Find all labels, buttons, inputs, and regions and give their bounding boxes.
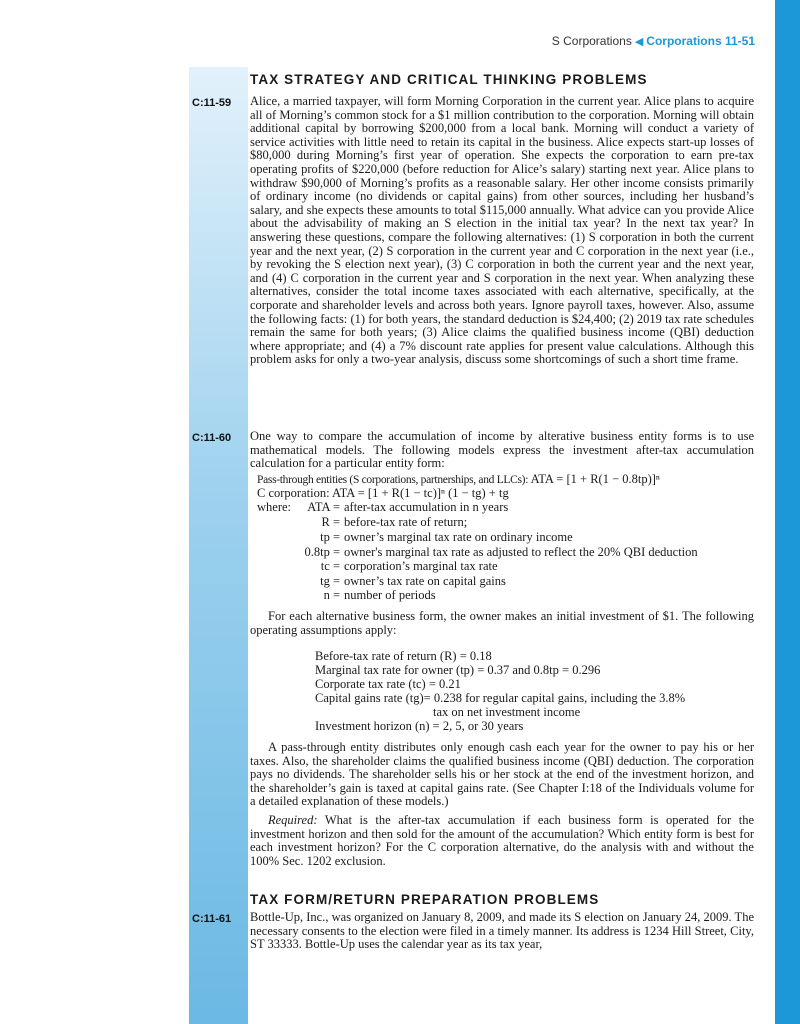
def-desc: before-tax rate of return; [344,515,468,529]
page-number: Corporations 11-51 [646,34,755,48]
problem-required [250,814,754,868]
problem-paragraph: For each alternative business form, the owner makes an initial investment of $1. The following operating assumptions apply: [250,609,754,637]
def-symbol: n = [323,588,340,602]
formula-pass-through [257,472,660,487]
def-desc: after-tax accumulation in n years [344,500,509,514]
required-label: Required: [268,813,318,827]
def-symbol: R = [321,515,340,529]
assumption: Marginal tax rate for owner (tp) = 0.37 and 0.8tp = 0.296 [315,663,601,677]
def-desc: owner’s marginal tax rate on ordinary income [344,530,573,544]
def-symbol: tc = [320,559,340,573]
formula: ATA = [1 + R(1 − 0.8tp)]ⁿ [530,472,660,486]
problem-paragraph: A pass-through entity distributes only enough cash each year for the owner to pay his or her taxes. Also, the shareholder claims the qualified business income (QBI) deduction. The corporation pays no dividends. The shareholder sells his or her stock at the end of the investment horizon, and the shareholder’s gain is taxed at capital gains rate. (See Chapter I:18 of the Individuals volume for a detailed explanation of these models.) [250,740,754,809]
section-heading-tax-strategy: TAX STRATEGY AND CRITICAL THINKING PROBLEMS [250,72,648,87]
def-desc: owner's marginal tax rate as adjusted to reflect the 20% QBI deduction [344,545,698,559]
def-desc: owner’s tax rate on capital gains [344,574,506,588]
problem-text: Alice, a married taxpayer, will form Morning Corporation in the current year. Alice plans to acquire all of Morning’s common stock for a $1 million contribution to the corporation. Morning will obtain additional capital by borrowing $200,000 from a local bank. Morning will conduct a variety of service activities with little need to retain its capital in the business. Alice expects start-up losses of $80,000 during Morning’s first year of operation. She expects the corporation to earn pre-tax operating profits of $220,000 (before reduction for Alice’s salary) starting next year. Alice plans to withdraw $90,000 of Morning’s profits as a reasonable salary. Her other income consists primarily of ordinary income (no dividends or capital gains) from other sources, including her husband’s salary, and she expects these amounts to total $115,000 annually. What advice can you provide Alice about the advisability of making an S election in the initial tax year? In the next tax year? In answering these questions, compare the following alternatives: (1) S corporation in both the current year and the next year, (2) S corporation in the current year and C corporation in the next year (i.e., by revoking the S election next year), (3) C corporation in both the current year and the next year, and (4) C corporation in the current year and S corporation in the next year. When analyzing these alternatives, consider the total income taxes associated with each alternative, specifically, at the corporate and shareholder levels and across both years. Ignore payroll taxes, however. Also, assume the following facts: (1) for both years, the standard deduction is $24,400; (2) 2019 tax rate schedules remain the same for both years; (3) Alice claims the qualified business income (QBI) deduction where appropriate; and (4) a 7% discount rate applies for present value calculations. Although this problem asks for only a two-year analysis, discuss some shortcomings of such a short time frame. [250,94,754,367]
running-header [420,34,755,48]
formula: ATA = [1 + R(1 − tc)]ⁿ (1 − tg) + tg [332,486,509,500]
def-desc: number of periods [344,588,436,602]
def-symbol: 0.8tp = [304,545,340,559]
problem-text: Bottle-Up, Inc., was organized on January 8, 2009, and made its S election on January 24, 2009. The necessary consents to the election were filed in a timely manner. Its address is 1234 Hill Street, City, ST 33333. Bottle-Up uses the calendar year as its tax year, [250,910,754,952]
assumption: Capital gains rate (tg)= 0.238 for regular capital gains, including the 3.8% [315,691,686,705]
problem-number: C:11-60 [192,432,232,444]
section-heading-tax-form: TAX FORM/RETURN PREPARATION PROBLEMS [250,892,600,907]
left-arrow-icon: ◀ [634,36,644,48]
required-text: What is the after-tax accumulation if each business form is operated for the investment horizon and then sold for the amount of the accumulation? Which entity form is best for each investment horizon? For the C corporation alternative, do the analysis with and without the 100% Sec. 1202 exclusion. [250,813,754,868]
problem-intro: One way to compare the accumulation of income by alterative business entity forms is to use mathematical models. The following models express the investment after-tax accumulation calculation for a particular entity form: [250,429,754,471]
chapter-name: S Corporations [551,34,632,48]
def-symbol: tp = [320,530,340,544]
page-edge-tab [775,0,800,1024]
def-symbol: ATA = [307,500,340,514]
where-label: where: [257,500,292,514]
margin-color-bar [189,67,248,1024]
assumption: Before-tax rate of return (R) = 0.18 [315,649,492,663]
assumption: tax on net investment income [433,705,581,719]
assumption: Corporate tax rate (tc) = 0.21 [315,677,461,691]
formula-label: C corporation: [257,486,330,500]
def-desc: corporation’s marginal tax rate [344,559,498,573]
problem-number: C:11-59 [192,97,232,109]
formula-c-corp [257,486,509,500]
problem-number: C:11-61 [192,913,232,925]
def-symbol: tg = [320,574,340,588]
formula-label: Pass-through entities (S corporations, partnerships, and LLCs): [257,474,529,486]
assumption: Investment horizon (n) = 2, 5, or 30 years [315,719,524,733]
